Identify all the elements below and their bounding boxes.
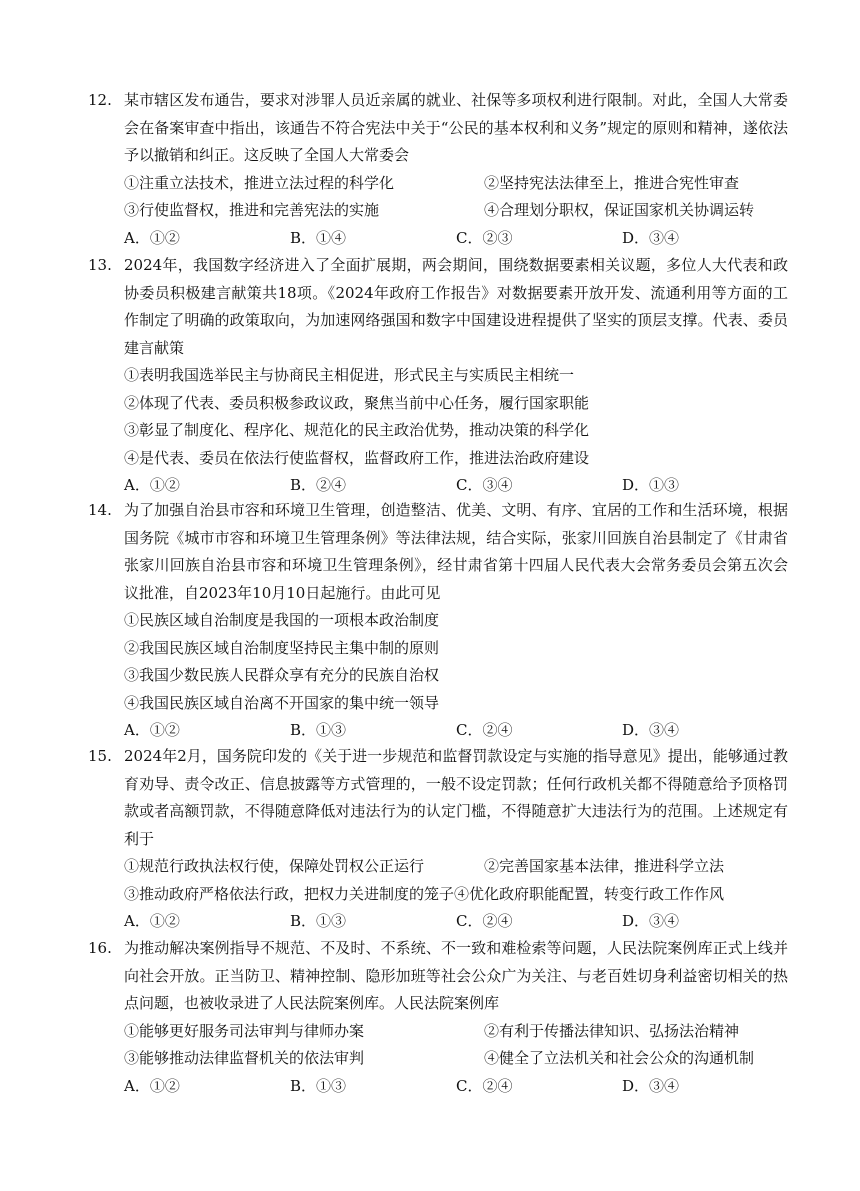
answer-c[interactable]: C．②④ bbox=[456, 1076, 513, 1095]
answer-c[interactable]: C．③④ bbox=[456, 476, 513, 494]
statement-4: ④是代表、委员在依法行使监督权，监督政府工作，推进法治政府建设 bbox=[124, 448, 590, 467]
statement-3: ③我国少数民族人民群众享有充分的民族自治权 bbox=[124, 666, 440, 684]
question-stem: 2024年，我国数字经济进入了全面扩展期，两会期间，围绕数据要素相关议题，多位人大代表和政协委员积极建言献策共18项。《2024年政府工作报告》对数据要素开放开发、流通利用等方面的工作制定了明确的政策取向，为加速网络强国和数字中国建设进程提供了坚实的顶层支撑。代表、委员建言献策 bbox=[124, 256, 788, 357]
answer-a[interactable]: A．①② bbox=[124, 1076, 180, 1095]
question-15 bbox=[88, 743, 788, 936]
answer-options bbox=[124, 908, 788, 936]
answer-c[interactable]: C．②③ bbox=[456, 228, 513, 247]
question-16 bbox=[88, 935, 788, 1100]
question-stem: 为了加强自治县市容和环境卫生管理，创造整洁、优美、文明、有序、宜居的工作和生活环境，根据国务院《城市市容和环境卫生管理条例》等法律法规，结合实际，张家川回族自治县制定了《甘肃省张家川回族自治县市容和环境卫生管理条例》，经甘肃省第十四届人民代表大会常务委员会第五次会议批准，自2023年10月10日起施行。由此可见 bbox=[124, 501, 788, 602]
question-stem: 某市辖区发布通告，要求对涉罪人员近亲属的就业、社保等多项权利进行限制。对此，全国人大常委会在备案审查中指出，该通告不符合宪法中关于“公民的基本权利和义务”规定的原则和精神，遂依法予以撤销和纠正。这反映了全国人大常委会 bbox=[124, 91, 788, 164]
question-stem: 为推动解决案例指导不规范、不及时、不系统、不一致和难检索等问题，人民法院案例库正式上线并向社会开放。正当防卫、精神控制、隐形加班等社会公众广为关注、与老百姓切身利益密切相关的热点问题，也被收录进了人民法院案例库。人民法院案例库 bbox=[124, 939, 788, 1012]
statement-row bbox=[124, 881, 788, 909]
answer-options bbox=[124, 717, 788, 745]
statement-1: ①注重立法技术，推进立法过程的科学化 bbox=[124, 173, 395, 192]
answer-b[interactable]: B．①③ bbox=[290, 1076, 347, 1095]
answer-a[interactable]: A．①② bbox=[124, 912, 180, 930]
statement-2: ②我国民族区域自治制度坚持民主集中制的原则 bbox=[124, 638, 440, 657]
answer-options bbox=[124, 225, 788, 253]
answer-d[interactable]: D．①③ bbox=[622, 476, 680, 494]
statement-2: ②有利于传播法律知识、弘扬法治精神 bbox=[484, 1021, 740, 1040]
statement-3: ③能够推动法律监督机关的依法审判 bbox=[124, 1049, 365, 1067]
answer-a[interactable]: A．①② bbox=[124, 476, 180, 494]
statement-1: ①表明我国选举民主与协商民主相促进，形式民主与实质民主相统一 bbox=[124, 366, 575, 384]
statement-4: ④健全了立法机关和社会公众的沟通机制 bbox=[484, 1049, 755, 1067]
answer-options bbox=[124, 472, 788, 500]
statement-2: ②坚持宪法法律至上，推进合宪性审查 bbox=[484, 173, 740, 192]
answer-c[interactable]: C．②④ bbox=[456, 912, 513, 930]
answer-options bbox=[124, 1073, 788, 1101]
answer-b[interactable]: B．①③ bbox=[290, 721, 347, 739]
statement-row bbox=[124, 197, 788, 225]
question-number: 14. bbox=[88, 501, 112, 519]
question-number: 16. bbox=[88, 939, 112, 957]
statement-2: ②完善国家基本法律，推进科学立法 bbox=[484, 857, 725, 875]
statement-4: ④合理划分职权，保证国家机关协调运转 bbox=[484, 201, 755, 219]
question-number: 13. bbox=[88, 256, 112, 274]
statement-3: ③彰显了制度化、程序化、规范化的民主政治优势，推动决策的科学化 bbox=[124, 421, 590, 439]
answer-b[interactable]: B．①③ bbox=[290, 912, 347, 930]
answer-b[interactable]: B．②④ bbox=[290, 476, 347, 494]
question-12 bbox=[88, 87, 788, 252]
statement-1: ①民族区域自治制度是我国的一项根本政治制度 bbox=[124, 611, 440, 629]
answer-d[interactable]: D．③④ bbox=[622, 721, 680, 739]
statement-row bbox=[124, 170, 788, 198]
statement-4: ④我国民族区域自治离不开国家的集中统一领导 bbox=[124, 693, 440, 712]
answer-d[interactable]: D．③④ bbox=[622, 912, 680, 930]
statement-3: ③行使监督权，推进和完善宪法的实施 bbox=[124, 201, 380, 219]
answer-b[interactable]: B．①④ bbox=[290, 228, 347, 247]
answer-a[interactable]: A．①② bbox=[124, 228, 180, 247]
statement-row bbox=[124, 1045, 788, 1073]
statement-3: ③推动政府严格依法行政，把权力关进制度的笼子 bbox=[124, 884, 455, 903]
statement-row bbox=[124, 853, 788, 881]
statement-row bbox=[124, 1018, 788, 1046]
statement-2: ②体现了代表、委员积极参政议政，聚焦当前中心任务，履行国家职能 bbox=[124, 393, 590, 412]
answer-d[interactable]: D．③④ bbox=[622, 228, 680, 247]
question-13 bbox=[88, 252, 788, 500]
question-number: 12. bbox=[88, 91, 112, 109]
question-14 bbox=[88, 497, 788, 745]
question-number: 15. bbox=[88, 747, 112, 765]
statement-1: ①能够更好服务司法审判与律师办案 bbox=[124, 1021, 365, 1040]
answer-d[interactable]: D．③④ bbox=[622, 1076, 680, 1095]
answer-a[interactable]: A．①② bbox=[124, 721, 180, 739]
statement-4: ④优化政府职能配置，转变行政工作作风 bbox=[454, 884, 725, 903]
statement-1: ①规范行政执法权行使，保障处罚权公正运行 bbox=[124, 857, 425, 875]
question-stem: 2024年2月，国务院印发的《关于进一步规范和监督罚款设定与实施的指导意见》提出，能够通过教育劝导、责令改正、信息披露等方式管理的，一般不设定罚款；任何行政机关都不得随意给予顶格罚款或者高额罚款，不得随意降低对违法行为的认定门槛，不得随意扩大违法行为的范围。上述规定有利于 bbox=[124, 747, 788, 848]
answer-c[interactable]: C．②④ bbox=[456, 721, 513, 739]
